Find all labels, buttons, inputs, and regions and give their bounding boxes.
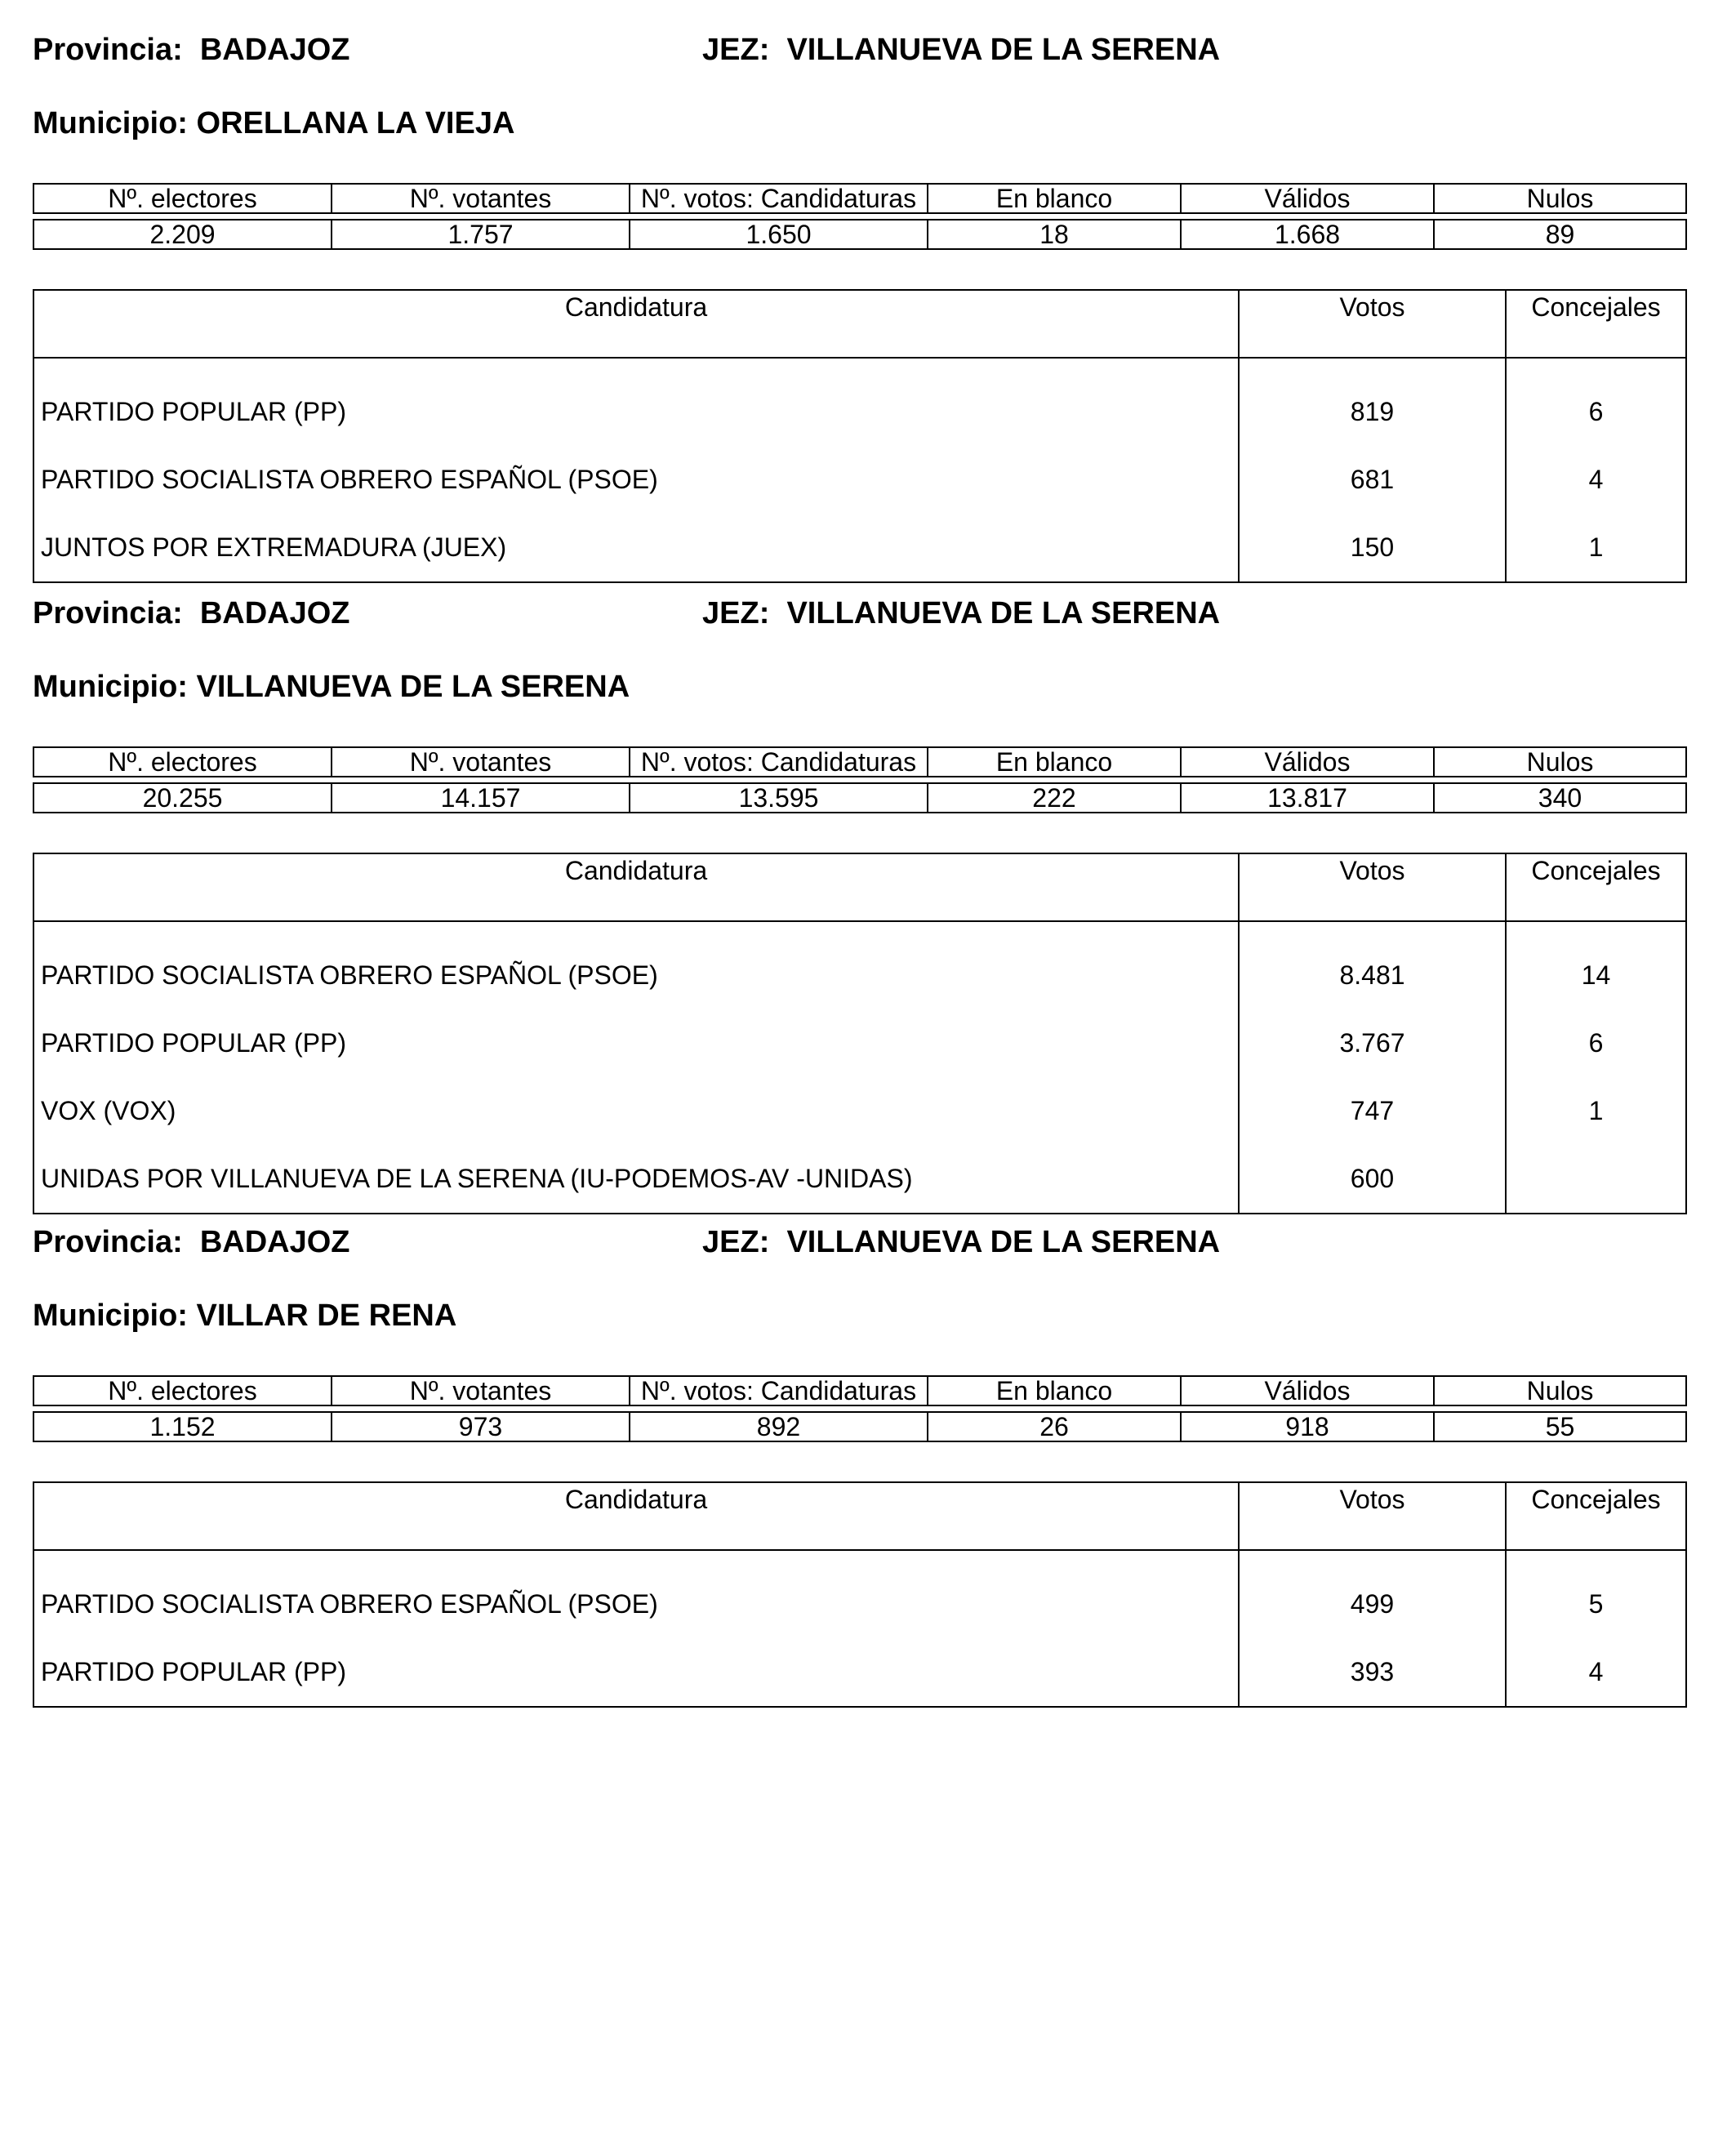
header-line — [33, 596, 1685, 645]
stats-value-row — [33, 783, 1686, 813]
candidates-header-cell: Votos — [1239, 290, 1506, 358]
stats-header-cell: Nº. electores — [33, 184, 332, 213]
stats-header-cell: Nº. votos: Candidaturas — [630, 1376, 928, 1405]
provincia-label: Provincia: BADAJOZ — [33, 1225, 350, 1259]
stats-value-cell: 918 — [1181, 1412, 1434, 1441]
candidate-row — [33, 1009, 1686, 1077]
stats-value-cell: 55 — [1434, 1412, 1686, 1441]
stats-value-cell: 892 — [630, 1412, 928, 1441]
candidates-table — [33, 1481, 1687, 1708]
candidate-votos: 681 — [1239, 446, 1506, 514]
municipality-section — [33, 596, 1685, 1214]
candidate-concejales: 6 — [1506, 1009, 1686, 1077]
candidate-concejales: 6 — [1506, 358, 1686, 446]
stats-value-cell: 20.255 — [33, 783, 332, 813]
candidate-concejales: 5 — [1506, 1550, 1686, 1638]
candidate-votos: 499 — [1239, 1550, 1506, 1638]
candidate-name: PARTIDO POPULAR (PP) — [33, 358, 1239, 446]
stats-header-row — [33, 747, 1686, 777]
candidate-concejales: 4 — [1506, 1638, 1686, 1707]
stats-table — [33, 746, 1687, 813]
stats-header-cell: Válidos — [1181, 1376, 1434, 1405]
candidates-header-cell: Concejales — [1506, 290, 1686, 358]
stats-value-row — [33, 1412, 1686, 1441]
stats-header-cell: En blanco — [928, 1376, 1181, 1405]
candidate-votos: 8.481 — [1239, 921, 1506, 1009]
candidates-header-row — [33, 853, 1686, 921]
municipio-label: Municipio: ORELLANA LA VIEJA — [33, 106, 515, 140]
candidate-concejales — [1506, 1145, 1686, 1214]
candidate-row — [33, 1077, 1686, 1145]
stats-value-cell: 973 — [332, 1412, 630, 1441]
candidate-votos: 600 — [1239, 1145, 1506, 1214]
jez-label: JEZ: VILLANUEVA DE LA SERENA — [702, 596, 1221, 630]
candidate-concejales: 4 — [1506, 446, 1686, 514]
stats-value-cell: 2.209 — [33, 220, 332, 249]
candidate-name: PARTIDO SOCIALISTA OBRERO ESPAÑOL (PSOE) — [33, 921, 1239, 1009]
candidate-votos: 819 — [1239, 358, 1506, 446]
header-line — [33, 1225, 1685, 1274]
candidate-name: JUNTOS POR EXTREMADURA (JUEX) — [33, 514, 1239, 582]
municipio-label: Municipio: VILLANUEVA DE LA SERENA — [33, 670, 630, 704]
stats-value-cell: 13.817 — [1181, 783, 1434, 813]
stats-header-row — [33, 1376, 1686, 1405]
candidates-header-cell: Concejales — [1506, 853, 1686, 921]
stats-value-cell: 222 — [928, 783, 1181, 813]
candidate-concejales: 14 — [1506, 921, 1686, 1009]
candidates-header-cell: Concejales — [1506, 1482, 1686, 1550]
municipality-section — [33, 33, 1685, 583]
candidate-votos: 747 — [1239, 1077, 1506, 1145]
candidate-votos: 3.767 — [1239, 1009, 1506, 1077]
candidate-votos: 393 — [1239, 1638, 1506, 1707]
stats-value-cell: 18 — [928, 220, 1181, 249]
stats-header-cell: Nº. votantes — [332, 1376, 630, 1405]
stats-table — [33, 1375, 1687, 1442]
candidate-row — [33, 1550, 1686, 1638]
candidates-header-cell: Votos — [1239, 1482, 1506, 1550]
stats-value-cell: 340 — [1434, 783, 1686, 813]
stats-header-cell: Nº. votantes — [332, 184, 630, 213]
candidates-header-row — [33, 1482, 1686, 1550]
stats-header-cell: Nulos — [1434, 184, 1686, 213]
stats-header-cell: Nº. electores — [33, 747, 332, 777]
jez-label: JEZ: VILLANUEVA DE LA SERENA — [702, 33, 1221, 67]
candidate-name: PARTIDO SOCIALISTA OBRERO ESPAÑOL (PSOE) — [33, 446, 1239, 514]
stats-header-cell: Nº. votantes — [332, 747, 630, 777]
stats-header-cell: En blanco — [928, 747, 1181, 777]
candidates-table — [33, 853, 1687, 1214]
provincia-label: Provincia: BADAJOZ — [33, 33, 350, 67]
stats-header-cell: Nulos — [1434, 747, 1686, 777]
candidate-name: PARTIDO POPULAR (PP) — [33, 1638, 1239, 1707]
candidates-header-cell: Candidatura — [33, 1482, 1239, 1550]
candidate-name: VOX (VOX) — [33, 1077, 1239, 1145]
header-line — [33, 33, 1685, 82]
stats-header-cell: Válidos — [1181, 184, 1434, 213]
candidate-row — [33, 921, 1686, 1009]
stats-value-row — [33, 220, 1686, 249]
stats-value-cell: 14.157 — [332, 783, 630, 813]
stats-value-cell: 1.668 — [1181, 220, 1434, 249]
candidate-row — [33, 1638, 1686, 1707]
candidate-concejales: 1 — [1506, 1077, 1686, 1145]
stats-value-cell: 1.757 — [332, 220, 630, 249]
stats-header-cell: Nº. votos: Candidaturas — [630, 747, 928, 777]
candidates-header-row — [33, 290, 1686, 358]
candidate-concejales: 1 — [1506, 514, 1686, 582]
candidate-name: UNIDAS POR VILLANUEVA DE LA SERENA (IU-PODEMOS-AV -UNIDAS) — [33, 1145, 1239, 1214]
stats-header-cell: Nulos — [1434, 1376, 1686, 1405]
stats-value-cell: 1.650 — [630, 220, 928, 249]
stats-value-cell: 13.595 — [630, 783, 928, 813]
jez-label: JEZ: VILLANUEVA DE LA SERENA — [702, 1225, 1221, 1259]
candidate-votos: 150 — [1239, 514, 1506, 582]
stats-value-cell: 1.152 — [33, 1412, 332, 1441]
provincia-label: Provincia: BADAJOZ — [33, 596, 350, 630]
candidate-row — [33, 358, 1686, 446]
candidate-name: PARTIDO SOCIALISTA OBRERO ESPAÑOL (PSOE) — [33, 1550, 1239, 1638]
candidates-header-cell: Candidatura — [33, 290, 1239, 358]
stats-header-cell: Nº. electores — [33, 1376, 332, 1405]
stats-value-cell: 26 — [928, 1412, 1181, 1441]
stats-table — [33, 183, 1687, 250]
stats-value-cell: 89 — [1434, 220, 1686, 249]
candidates-header-cell: Candidatura — [33, 853, 1239, 921]
candidate-row — [33, 1145, 1686, 1214]
municipio-label: Municipio: VILLAR DE RENA — [33, 1298, 457, 1333]
municipality-section — [33, 1225, 1685, 1708]
candidate-name: PARTIDO POPULAR (PP) — [33, 1009, 1239, 1077]
candidates-header-cell: Votos — [1239, 853, 1506, 921]
candidates-table — [33, 289, 1687, 583]
stats-header-cell: Nº. votos: Candidaturas — [630, 184, 928, 213]
stats-header-cell: En blanco — [928, 184, 1181, 213]
stats-header-cell: Válidos — [1181, 747, 1434, 777]
candidate-row — [33, 514, 1686, 582]
stats-header-row — [33, 184, 1686, 213]
candidate-row — [33, 446, 1686, 514]
